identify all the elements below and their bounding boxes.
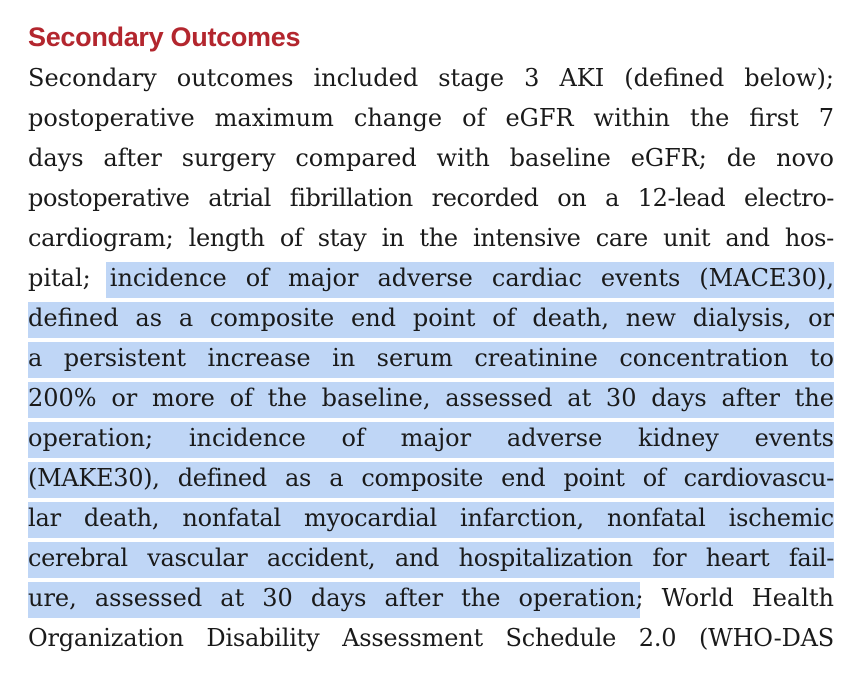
text-span[interactable]: World Health (643, 584, 834, 612)
text-line[interactable] (28, 418, 834, 458)
text-line[interactable] (28, 298, 834, 338)
text-line[interactable] (28, 258, 834, 298)
selected-text[interactable]: lar death, nonfatal myocardial infarction, nonfatal ischemic (28, 504, 834, 532)
text-span[interactable]: postoperative atrial fibrillation recorded on a 12-lead electro- (28, 184, 834, 212)
text-span[interactable]: pital; (28, 264, 110, 292)
selected-text[interactable]: ure, assessed at 30 days after the operation; (28, 584, 644, 612)
text-line[interactable] (28, 178, 834, 218)
text-line[interactable] (28, 58, 834, 98)
text-line[interactable] (28, 98, 834, 138)
text-line[interactable] (28, 338, 834, 378)
selected-text[interactable]: operation; incidence of major adverse kidney events (28, 424, 834, 452)
selected-text[interactable]: 200% or more of the baseline, assessed at 30 days after the (28, 384, 834, 412)
text-line[interactable] (28, 538, 834, 578)
section-heading: Secondary Outcomes (28, 22, 301, 52)
text-line[interactable] (28, 138, 834, 178)
selected-text[interactable]: cerebral vascular accident, and hospitalization for heart fail- (28, 544, 834, 572)
text-line[interactable] (28, 618, 834, 658)
text-span[interactable]: Organization Disability Assessment Schedule 2.0 (WHO-DAS (28, 624, 834, 652)
text-line[interactable] (28, 218, 834, 258)
text-line[interactable] (28, 498, 834, 538)
selected-text[interactable]: (MAKE30), defined as a composite end point of cardiovascu- (28, 464, 834, 492)
text-line[interactable] (28, 458, 834, 498)
selected-text[interactable]: defined as a composite end point of death, new dialysis, or (28, 304, 834, 332)
text-span[interactable]: cardiogram; length of stay in the intensive care unit and hos- (28, 224, 834, 252)
text-span[interactable]: days after surgery compared with baseline eGFR; de novo (28, 144, 834, 172)
text-span[interactable]: postoperative maximum change of eGFR within the first 7 (28, 104, 834, 132)
text-span[interactable]: Secondary outcomes included stage 3 AKI (defined below); (28, 64, 834, 92)
text-line[interactable] (28, 378, 834, 418)
selected-text[interactable]: a persistent increase in serum creatinine concentration to (28, 344, 834, 372)
text-line[interactable] (28, 578, 834, 618)
selected-text[interactable]: incidence of major adverse cardiac events (MACE30), (109, 264, 834, 292)
